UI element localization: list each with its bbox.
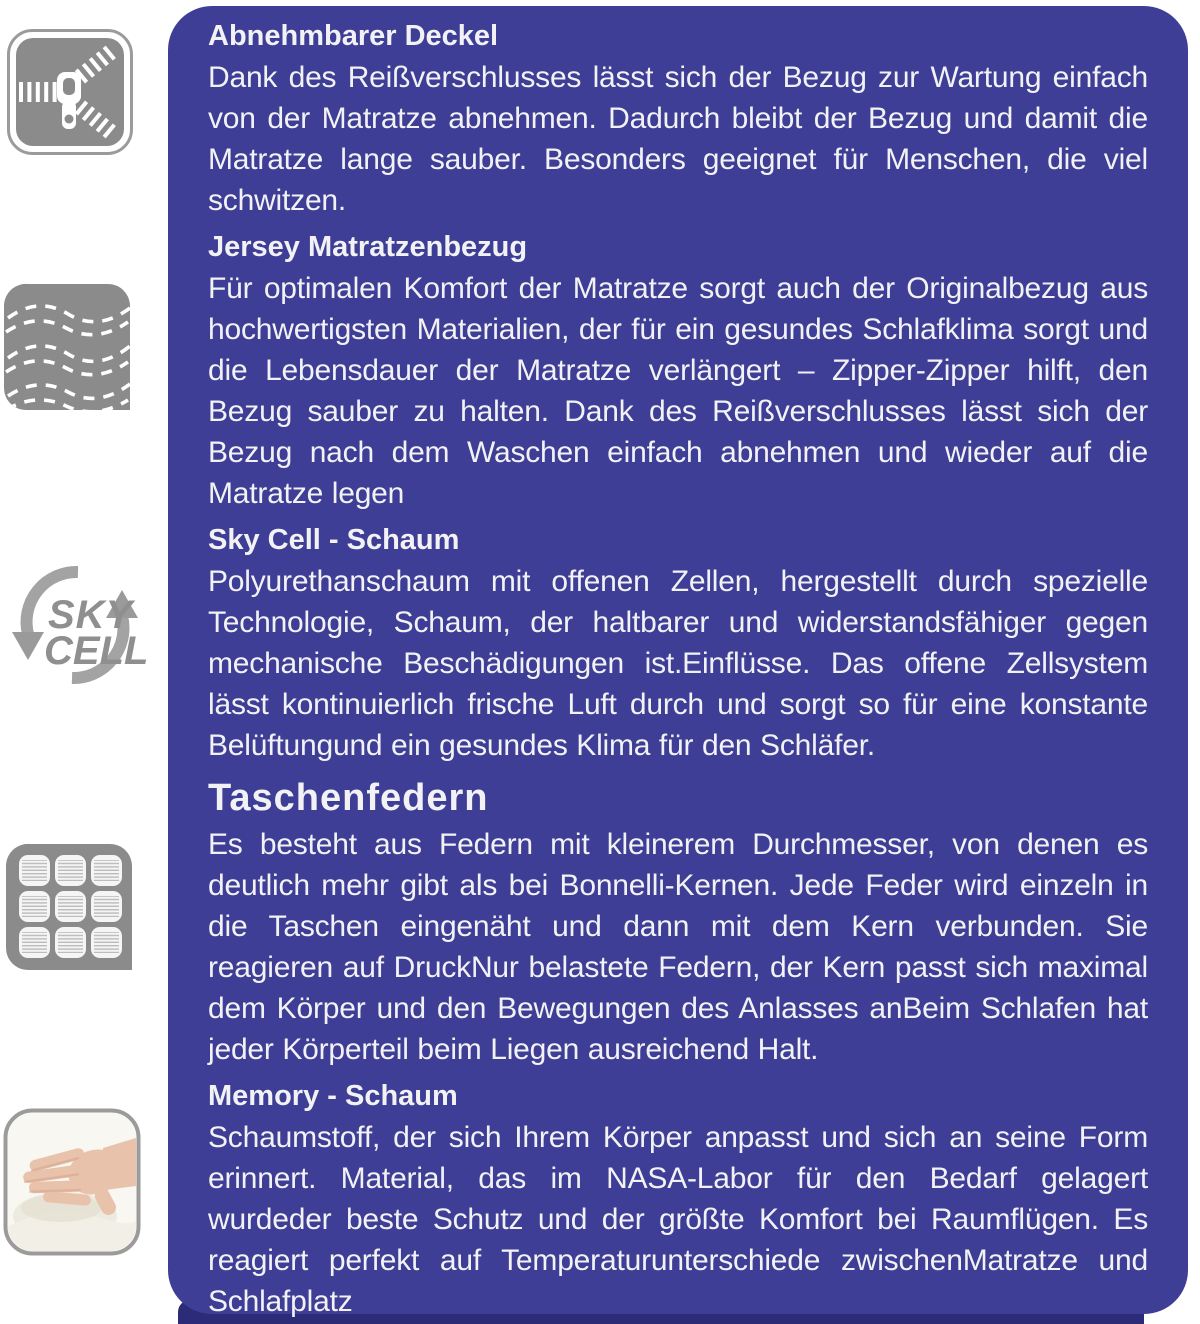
- sky-cell-logo-line2: CELL: [44, 629, 149, 673]
- section-taschenfedern: [208, 772, 1148, 1070]
- icon-rail: [0, 0, 168, 1324]
- zipper-icon: [6, 28, 134, 156]
- pocket-springs-icon: [6, 842, 134, 970]
- section-body: Schaumstoff, der sich Ihrem Körper anpasst und sich an seine Form erinnert. Material, das im NASA-Labor für den Bedarf gelagert wurdeder beste Schutz und der größte Komfort bei Raumflügen. Es reagiert perfekt auf Temperaturunterschiede zwischenMatratze und Schlafplatz: [208, 1121, 1148, 1318]
- section-heading: Jersey Matratzenbezug: [208, 231, 528, 263]
- feature-panel: [168, 6, 1188, 1318]
- section-body: Es besteht aus Federn mit kleinerem Durchmesser, von denen es deutlich mehr gibt als bei Bonnelli-Kernen. Jede Feder wird einzeln in die Taschen eingenäht und dann mit dem Kern verbunden. Sie reagieren auf DruckNur belastete Federn, der Kern passt sich maximal dem Körper und den Bewegungen des Anlasses anBeim Schlafen hat jeder Körperteil beim Liegen ausreichend Halt.: [208, 828, 1148, 1066]
- section-heading: Taschenfedern: [208, 777, 489, 819]
- section-jersey-matratzenbezug: [208, 227, 1148, 514]
- section-body: Dank des Reißverschlusses lässt sich der Bezug zur Wartung einfach von der Matratze abnehmen. Dadurch bleibt der Bezug und damit die Matratze lange sauber. Besonders geeignet für Menschen, die viel schwitzen.: [208, 61, 1148, 217]
- section-abnehmbarer-deckel: [208, 16, 1148, 221]
- memory-foam-hand-icon: [3, 1108, 141, 1256]
- section-heading: Memory - Schaum: [208, 1080, 458, 1112]
- section-memory-schaum: [208, 1076, 1148, 1322]
- section-heading: Abnehmbarer Deckel: [208, 20, 499, 52]
- section-heading: Sky Cell - Schaum: [208, 524, 460, 556]
- sky-cell-logo-line1: SKY: [48, 593, 134, 637]
- section-sky-cell-schaum: [208, 520, 1148, 766]
- section-body: Für optimalen Komfort der Matratze sorgt auch der Originalbezug aus hochwertigsten Materialien, der für ein gesundes Schlafklima sorgt und die Lebensdauer der Matratze verlängert – Zipper-Zipper hilft, den Bezug sauber zu halten. Dank des Reißverschlusses lässt sich der Bezug nach dem Waschen einfach abnehmen und wieder auf die Matratze legen: [208, 272, 1148, 510]
- sky-cell-logo: [0, 560, 150, 690]
- section-body: Polyurethanschaum mit offenen Zellen, hergestellt durch spezielle Technologie, Schaum, der haltbarer und widerstandsfähiger gegen mechanische Beschädigungen ist.Einflüsse. Das offene Zellsystem lässt kontinuierlich frische Luft durch und sorgt so für eine konstante Belüftungund ein gesundes Klima für den Schläfer.: [208, 565, 1148, 762]
- quilted-fabric-icon: [4, 282, 132, 410]
